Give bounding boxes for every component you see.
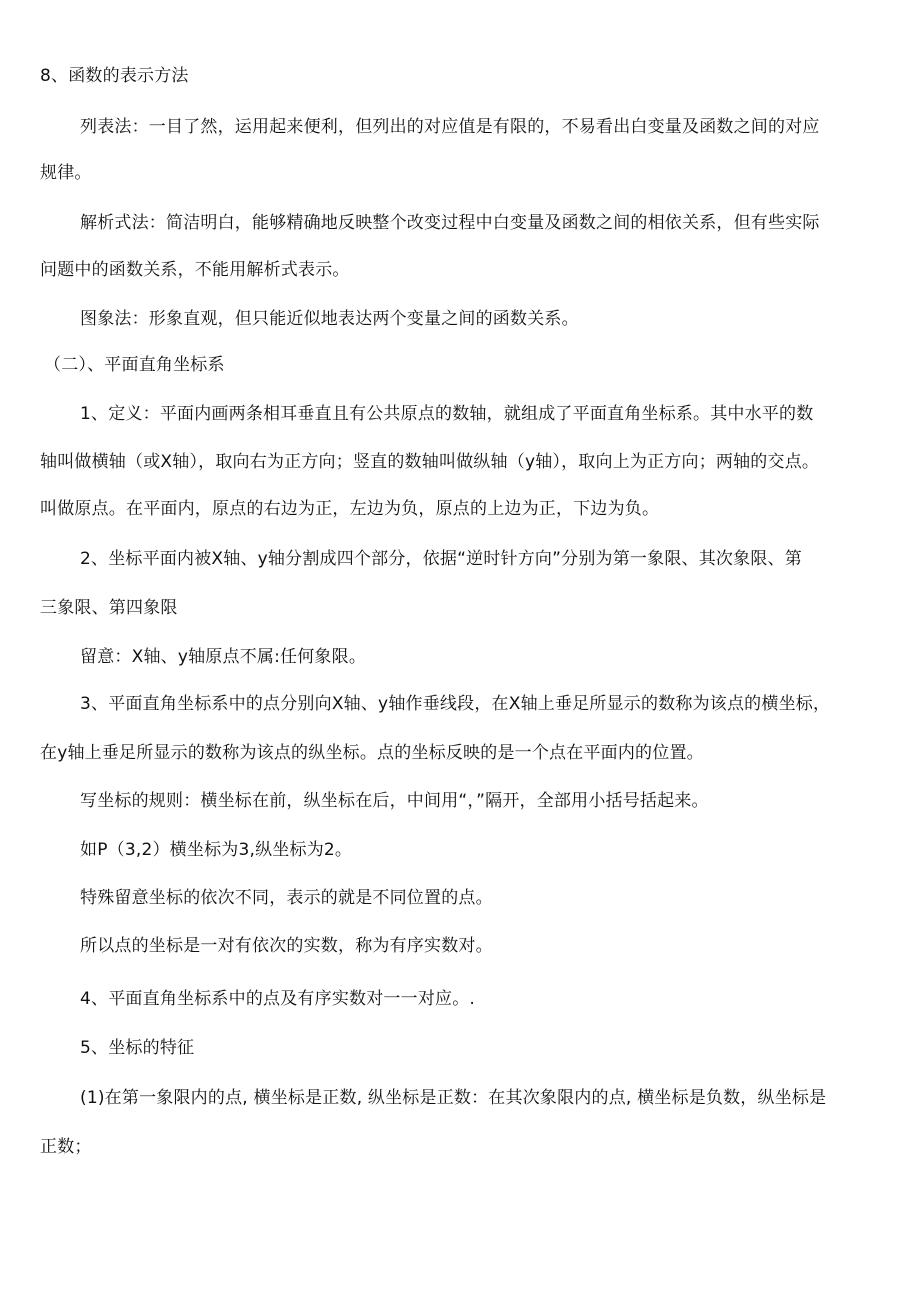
paragraph-note: 留意：X轴、y轴原点不属:任何象限。 xyxy=(80,647,367,667)
paragraph-feature-1: (1)在第一象限内的点, 横坐标是正数, 纵坐标是正数：在其次象限内的点, 横坐标是负数，纵坐标是 xyxy=(80,1088,827,1108)
paragraph-rule: 写坐标的规则：横坐标在前，纵坐标在后，中间用“，”隔开，全部用小括号括起来。 xyxy=(80,791,709,811)
paragraph-example: 如P（3,2）横坐标为3,纵坐标为2。 xyxy=(80,840,353,860)
paragraph-table-method-cont: 规律。 xyxy=(40,163,92,183)
paragraph-table-method: 列表法：一目了然，运用起来便利，但列出的对应值是有限的，不易看出白变量及函数之间的对应 xyxy=(80,117,820,137)
paragraph-formula-method: 解析式法：简洁明白，能够精确地反映整个改变过程中白变量及函数之间的相依关系，但有些实际 xyxy=(80,213,820,233)
section-heading-function-representation: 8、函数的表示方法 xyxy=(40,66,189,86)
paragraph-order-note: 特殊留意坐标的依次不同，表示的就是不同位置的点。 xyxy=(80,888,493,908)
paragraph-coordinates-cont: 在y轴上垂足所显示的数称为该点的纵坐标。点的坐标反映的是一个点在平面内的位置。 xyxy=(40,743,704,763)
paragraph-features-heading: 5、坐标的特征 xyxy=(80,1038,195,1058)
paragraph-quadrants: 2、坐标平面内被X轴、y轴分割成四个部分，依据“逆时针方向”分别为第一象限、其次象限、第 xyxy=(80,549,802,569)
paragraph-coordinates: 3、平面直角坐标系中的点分别向X轴、y轴作垂线段，在X轴上垂足所显示的数称为该点的横坐标， xyxy=(80,694,831,714)
section-heading-coordinate-system: （二）、平面直角坐标系 xyxy=(44,355,225,375)
paragraph-graph-method: 图象法：形象直观，但只能近似地表达两个变量之间的函数关系。 xyxy=(80,309,579,329)
paragraph-formula-method-cont: 问题中的函数关系，不能用解析式表示。 xyxy=(40,260,350,280)
paragraph-feature-1-cont: 正数； xyxy=(40,1137,92,1157)
paragraph-quadrants-cont: 三象限、第四象限 xyxy=(40,598,178,618)
paragraph-definition-cont-1: 轴叫做横轴（或X轴），取向右为正方向；竖直的数轴叫做纵轴（y轴），取向上为正方向；两轴的交点。 xyxy=(40,452,820,472)
paragraph-definition: 1、定义：平面内画两条相耳垂直且有公共原点的数轴，就组成了平面直角坐标系。其中水平的数 xyxy=(80,404,814,424)
paragraph-correspondence: 4、平面直角坐标系中的点及有序实数对一一对应。. xyxy=(80,989,476,1009)
paragraph-definition-cont-2: 叫做原点。在平面内，原点的右边为正，左边为负，原点的上边为正，下边为负。 xyxy=(40,499,660,519)
paragraph-ordered-pair: 所以点的坐标是一对有依次的实数，称为有序实数对。 xyxy=(80,936,493,956)
